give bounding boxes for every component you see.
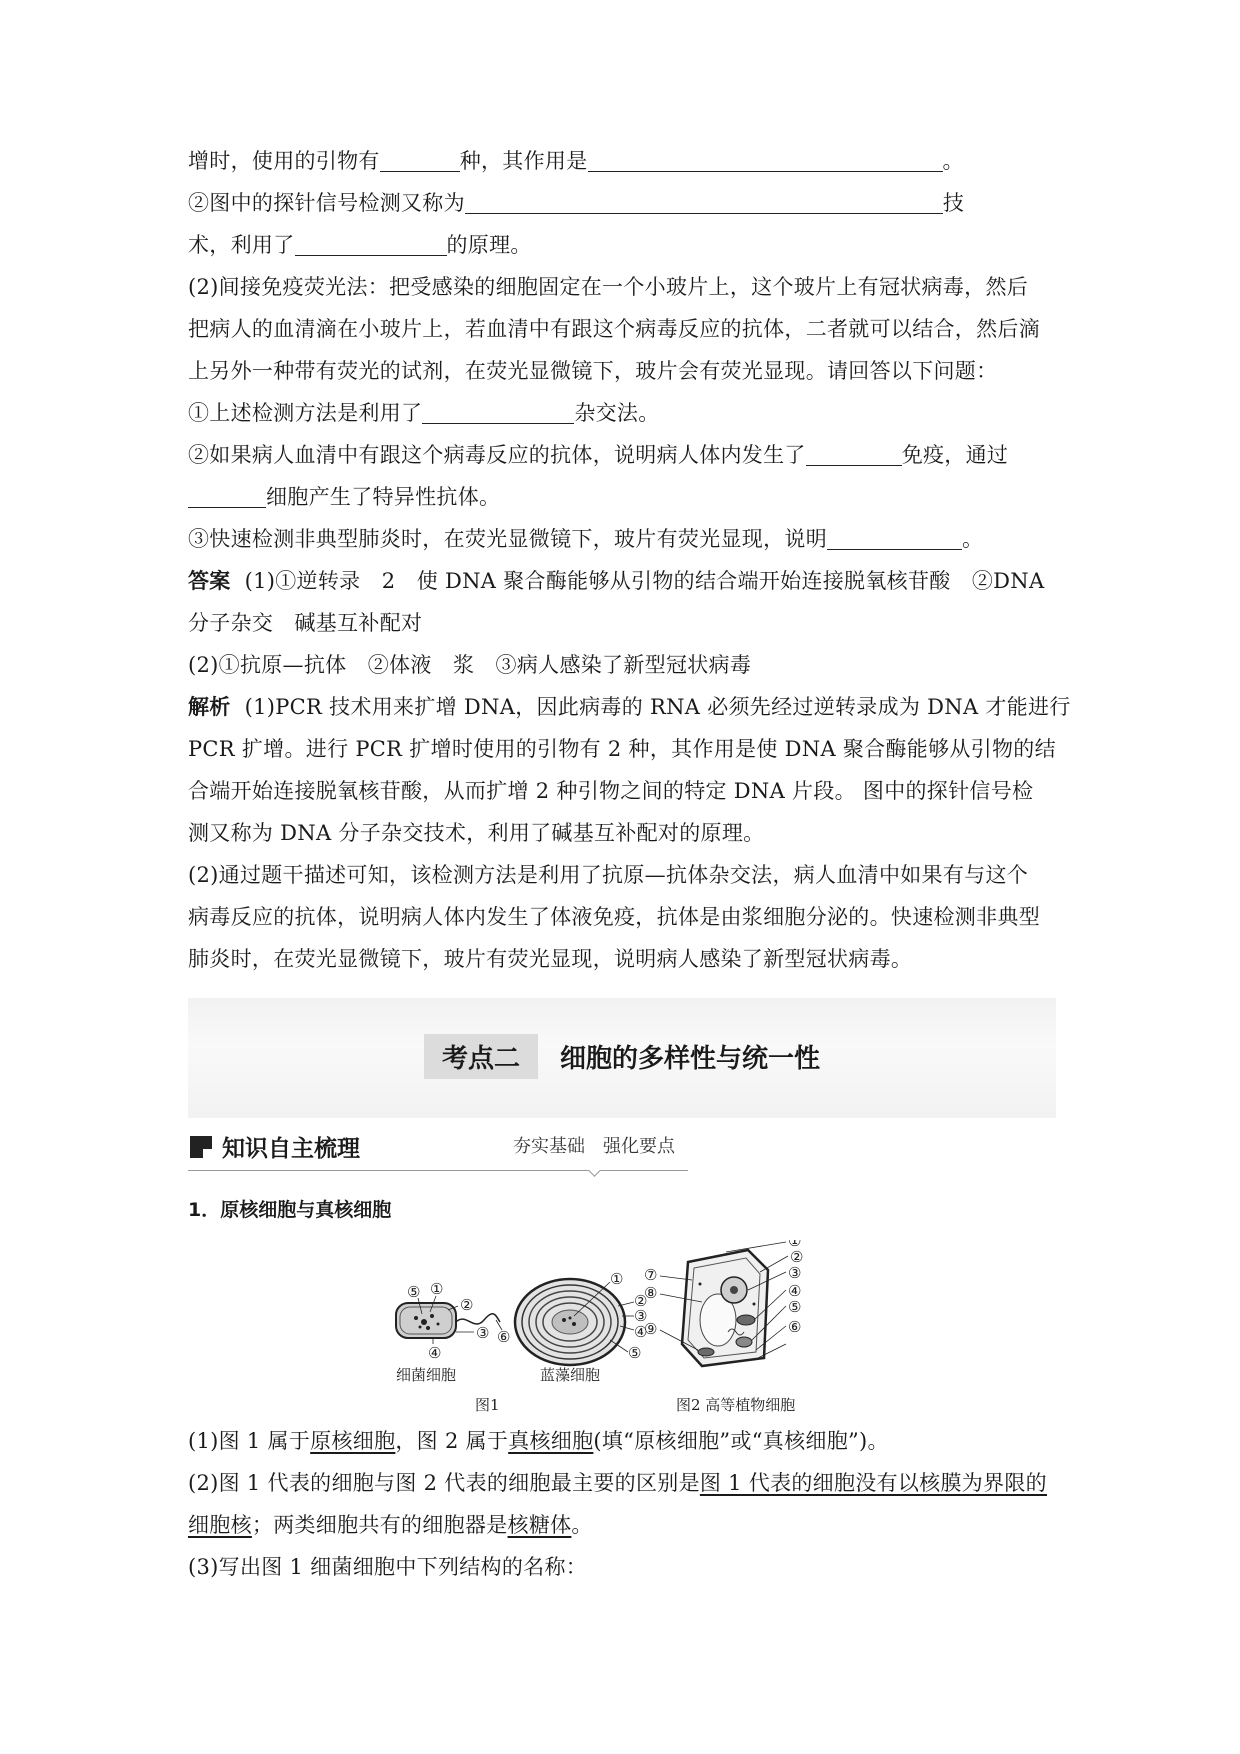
text-line [188,182,1056,224]
underlined-answer: 核糖体 [507,1513,572,1537]
answer-line: (2)①抗原—抗体 ②体液 浆 ③病人感染了新型冠状病毒 [188,653,752,677]
label-3: ③ [476,1324,490,1342]
text: ②图中的探针信号检测又称为 [188,191,465,215]
text: 。 [571,1513,593,1537]
label-6: ⑥ [497,1328,511,1346]
text: (填“原核细胞”或“真核细胞”)。 [593,1429,889,1453]
divider [188,1170,688,1171]
answer-blank [465,189,943,214]
answer-line [188,560,1056,602]
text-line [188,1462,1056,1504]
answer-blank [588,147,943,172]
topic-tag: 考点二 [424,1034,538,1079]
label-5: ⑤ [407,1283,421,1301]
text-line [188,476,1056,518]
answer-blank [295,231,447,256]
label-7: ⑦ [644,1266,658,1284]
label-1: ① [788,1240,802,1250]
text: 增时，使用的引物有 [188,149,380,173]
section-title: 知识自主梳理 [222,1136,360,1162]
text: ；两类细胞共有的细胞器是 [251,1513,508,1537]
text: ，图 2 属于 [395,1429,509,1453]
algae-cell [515,1279,634,1365]
section-icon [190,1136,212,1158]
text: 免疫，通过 [901,443,1009,467]
lower-block [188,1420,1056,1588]
text-line [188,392,1056,434]
text-line: 上另外一种带有荧光的试剂，在荧光显微镜下，玻片会有荧光显现。请回答以下问题： [188,359,998,383]
subsection-title: 1．原核细胞与真核细胞 [188,1199,392,1221]
analysis-line: 测又称为 DNA 分子杂交技术，利用了碱基互补配对的原理。 [188,821,765,845]
label-3: ③ [788,1264,802,1282]
label-8: ⑧ [644,1284,658,1302]
label-4: ④ [428,1344,442,1362]
analysis-line [188,686,1071,728]
label-1: ① [430,1280,444,1298]
analysis-line: 肺炎时，在荧光显微镜下，玻片有荧光显现，说明病人感染了新型冠状病毒。 [188,947,913,971]
label-2: ② [634,1292,648,1310]
fig1-caption: 图1 [475,1396,500,1414]
label-5: ⑤ [628,1344,642,1362]
answer-line: 分子杂交 碱基互补配对 [188,611,423,635]
divider-notch [588,1164,601,1177]
topic-banner [188,998,1056,1118]
text-line: (2)间接免疫荧光法：把受感染的细胞固定在一个小玻片上，这个玻片上有冠状病毒，然后 [188,275,1029,299]
underlined-answer: 细胞核 [188,1513,252,1537]
analysis-line: 病毒反应的抗体，说明病人体内发生了体液免疫，抗体是由浆细胞分泌的。快速检测非典型 [188,905,1040,929]
cell-figure [388,1240,858,1415]
topic-title: 细胞的多样性与统一性 [560,1044,821,1074]
analysis-line: 合端开始连接脱氧核苷酸，从而扩增 2 种引物之间的特定 DNA 片段。 图中的探针信号检 [188,779,1034,803]
text: (1)PCR 技术用来扩增 DNA，因此病毒的 RNA 必须先经过逆转录成为 DNA 才能进行 [244,695,1071,719]
label-4: ④ [788,1282,802,1300]
analysis-label: 解析 [188,695,231,719]
label-5: ⑤ [788,1298,802,1316]
section-subtitle: 夯实基础 强化要点 [513,1136,675,1157]
text-line [188,140,1056,182]
plant-cell [660,1242,788,1366]
text: (1)图 1 属于 [188,1429,311,1453]
text: (1)①逆转录 2 使 DNA 聚合酶能够从引物的结合端开始连接脱氧核苷酸 ②DNA [244,569,1045,593]
text-line [188,518,1056,560]
text: 种，其作用是 [459,149,588,173]
label-1: ① [610,1270,624,1288]
text: 细胞产生了特异性抗体。 [266,485,501,509]
answer-blank [422,399,574,424]
label-4: ④ [634,1323,648,1341]
text: 。 [942,149,964,173]
algae-caption: 蓝藻细胞 [540,1366,601,1384]
answer-blank [380,147,460,172]
text: 术，利用了 [188,233,295,257]
label-2: ② [790,1248,804,1266]
text-line: 把病人的血清滴在小玻片上，若血清中有跟这个病毒反应的抗体，二者就可以结合，然后滴 [188,317,1040,341]
fig2-caption: 图2 高等植物细胞 [676,1396,796,1414]
underlined-answer: 真核细胞 [508,1429,594,1453]
answer-blank [806,441,902,466]
label-9: ⑨ [644,1320,658,1338]
text-line [188,434,1056,476]
text-line [188,1420,1056,1462]
text: 。 [962,527,984,551]
underlined-answer: 图 1 代表的细胞没有以核膜为界限的 [699,1471,1047,1495]
label-6: ⑥ [788,1318,802,1336]
text-line: (3)写出图 1 细菌细胞中下列结构的名称： [188,1555,588,1579]
bacteria-caption: 细菌细胞 [396,1366,457,1384]
text-line [188,224,1056,266]
text: ③快速检测非典型肺炎时，在荧光显微镜下，玻片有荧光显现，说明 [188,527,827,551]
answer-blank [827,525,962,550]
question-block [188,140,1071,980]
text: 的原理。 [446,233,532,257]
cell-diagram [388,1240,858,1415]
label-3: ③ [634,1307,648,1325]
analysis-line: (2)通过题干描述可知，该检测方法是利用了抗原—抗体杂交法，病人血清中如果有与这个 [188,863,1029,887]
text-line [188,1504,1056,1546]
text: 技 [942,191,965,215]
underlined-answer: 原核细胞 [310,1429,396,1453]
answer-label: 答案 [188,569,231,593]
answer-blank [188,483,266,508]
label-2: ② [460,1296,474,1314]
text: (2)图 1 代表的细胞与图 2 代表的细胞最主要的区别是 [188,1471,700,1495]
section-header [188,1128,688,1168]
text: ②如果病人血清中有跟这个病毒反应的抗体，说明病人体内发生了 [188,443,806,467]
analysis-line: PCR 扩增。进行 PCR 扩增时使用的引物有 2 种，其作用是使 DNA 聚合酶能够从引物的结 [188,737,1056,761]
text: ①上述检测方法是利用了 [188,401,423,425]
text: 杂交法。 [574,401,660,425]
